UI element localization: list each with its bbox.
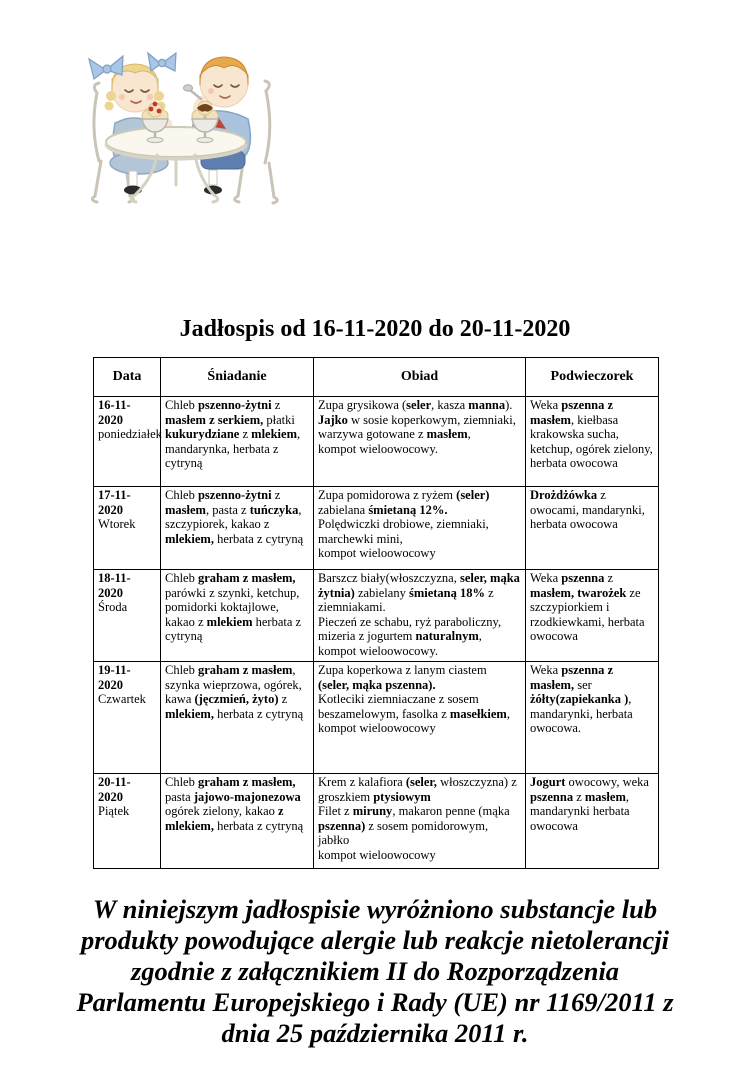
day-name: Piątek <box>98 804 130 819</box>
page-title: Jadłospis od 16-11-2020 do 20-11-2020 <box>179 316 571 342</box>
snack-cell: Weka pszenna z masłem, twarożek ze szczypiorkiem i rzodkiewkami, herbata owocowa <box>526 570 659 662</box>
date-value: 16-11-2020 <box>98 398 131 427</box>
day-name: poniedziałek <box>98 427 162 442</box>
menu-table <box>93 357 659 869</box>
date-value: 17-11-2020 <box>98 488 131 517</box>
snack-cell: Jogurt owocowy, weka pszenna z masłem, mandarynki herbata owocowa <box>526 774 659 869</box>
column-header: Podwieczorek <box>526 358 659 397</box>
day-name: Czwartek <box>98 692 146 707</box>
breakfast-cell: Chleb pszenno-żytni z masłem z serkiem, płatki kukurydziane z mlekiem, mandarynka, herbata z cytryną <box>161 397 314 487</box>
snack-cell: Weka pszenna z masłem, kiełbasa krakowska sucha, ketchup, ogórek zielony, herbata owocowa <box>526 397 659 487</box>
dinner-cell: Zupa koperkowa z lanym ciastem (seler, mąka pszenna). Kotleciki ziemniaczane z sosem beszamelowym, fasolka z masełkiem, kompot wieloowocowy <box>314 662 526 774</box>
allergen-note-line: W niniejszym jadłospisie wyróżniono substancje lub <box>92 894 658 924</box>
children-illustration <box>73 33 288 205</box>
table-row <box>94 397 659 487</box>
dinner-cell: Krem z kalafiora (seler, włoszczyzna) z groszkiem ptysiowym Filet z miruny, makaron penne (mąka pszenna) z sosem pomidorowym, jabłko kompot wieloowocowy <box>314 774 526 869</box>
dinner-cell: Barszcz biały(włoszczyzna, seler, mąka żytnia) zabielany śmietaną 18% z ziemniakami. Pieczeń ze schabu, ryż paraboliczny, mizeria z jogurtem naturalnym, kompot wieloowocowy. <box>314 570 526 662</box>
day-name: Wtorek <box>98 517 136 532</box>
date-value: 18-11-2020 <box>98 571 131 600</box>
date-cell <box>94 662 161 774</box>
date-cell <box>94 487 161 570</box>
menu-table-body <box>94 397 659 869</box>
column-header: Obiad <box>314 358 526 397</box>
allergen-note-line: zgodnie z załącznikiem II do Rozporządzenia <box>130 956 620 986</box>
day-name: Środa <box>98 600 128 615</box>
allergen-note-line: Parlamentu Europejskiego i Rady (UE) nr 1169/2011 z <box>76 987 674 1017</box>
snack-cell: Weka pszenna z masłem, ser żółty(zapiekanka ), mandarynki, herbata owocowa. <box>526 662 659 774</box>
date-cell <box>94 774 161 869</box>
allergen-note <box>0 894 750 1049</box>
table-row <box>94 570 659 662</box>
breakfast-cell: Chleb graham z masłem, szynka wieprzowa, ogórek, kawa (jęczmień, żyto) z mlekiem, herbata z cytryną <box>161 662 314 774</box>
column-header: Śniadanie <box>161 358 314 397</box>
column-header: Data <box>94 358 161 397</box>
date-cell <box>94 570 161 662</box>
dinner-cell: Zupa pomidorowa z ryżem (seler) zabielana śmietaną 12%. Polędwiczki drobiowe, ziemniaki, marchewki mini, kompot wieloowocowy <box>314 487 526 570</box>
breakfast-cell: Chleb pszenno-żytni z masłem, pasta z tuńczyka, szczypiorek, kakao z mlekiem, herbata z cytryną <box>161 487 314 570</box>
date-cell <box>94 397 161 487</box>
table-row <box>94 774 659 869</box>
table-row <box>94 662 659 774</box>
allergen-note-line: dnia 25 października 2011 r. <box>221 1018 529 1048</box>
allergen-note-line: produkty powodujące alergie lub reakcje nietolerancji <box>80 925 670 955</box>
breakfast-cell: Chleb graham z masłem, parówki z szynki, ketchup, pomidorki koktajlowe, kakao z mlekiem herbata z cytryną <box>161 570 314 662</box>
table-row <box>94 487 659 570</box>
spoon-icon <box>184 85 202 99</box>
breakfast-cell: Chleb graham z masłem, pasta jajowo-majonezowa ogórek zielony, kakao z mlekiem, herbata z cytryną <box>161 774 314 869</box>
dinner-cell: Zupa grysikowa (seler, kasza manna). Jajko w sosie koperkowym, ziemniaki, warzywa gotowane z masłem, kompot wieloowocowy. <box>314 397 526 487</box>
date-value: 20-11-2020 <box>98 775 131 804</box>
snack-cell: Drożdżówka z owocami, mandarynki, herbata owocowa <box>526 487 659 570</box>
menu-table-head-row <box>94 358 659 397</box>
date-value: 19-11-2020 <box>98 663 131 692</box>
